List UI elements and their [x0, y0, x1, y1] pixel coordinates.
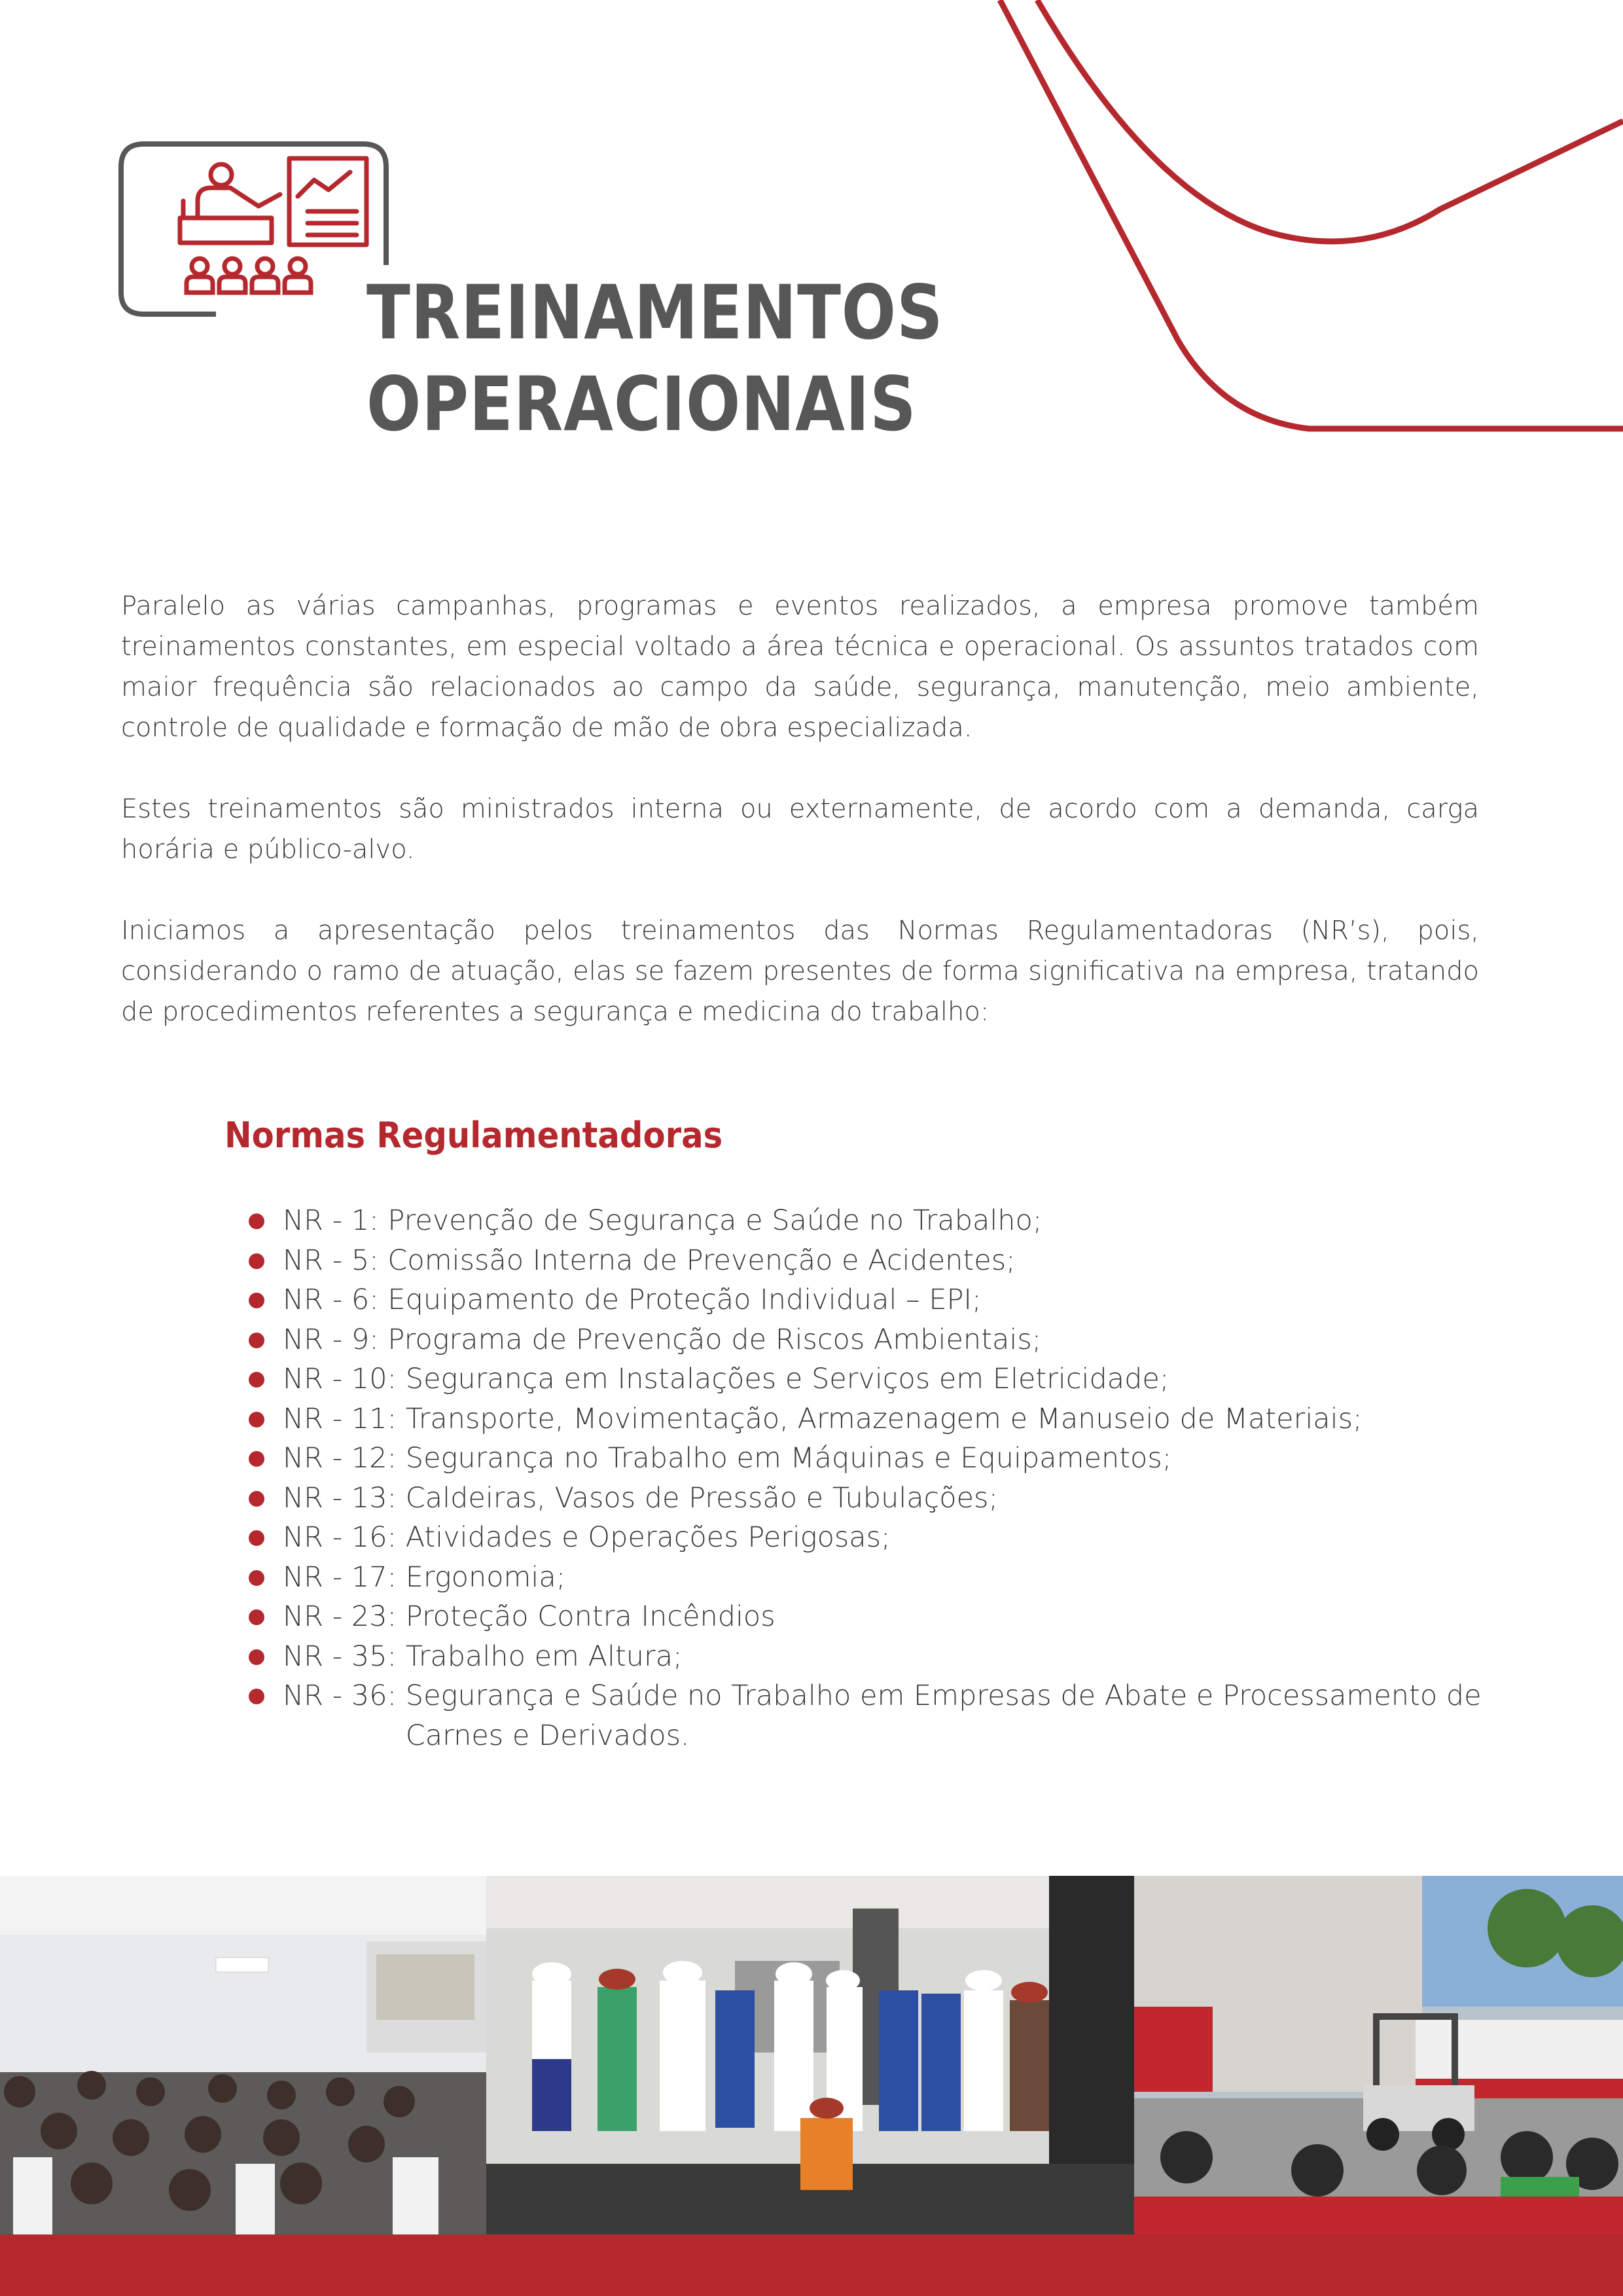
bullet-icon: [249, 1333, 264, 1348]
bullet-icon: [249, 1253, 264, 1269]
intro-text: [121, 586, 1479, 1073]
list-item: NR - 35: Trabalho em Altura;: [249, 1637, 1482, 1677]
bullet-icon: [249, 1649, 264, 1665]
list-item: NR - 10: Segurança em Instalações e Serviços em Eletricidade;: [249, 1359, 1482, 1399]
forklift-training-photo: [1134, 1876, 1623, 2234]
footer-bar: [0, 2234, 1623, 2296]
team-group-photo: [486, 1876, 1134, 2234]
bullet-icon: [249, 1609, 264, 1625]
list-item-text: Segurança e Saúde no Trabalho em Empresas de Abate e Processamento de Carnes e Derivados.: [405, 1679, 1482, 1752]
list-item: NR - 23: Proteção Contra Incêndios: [249, 1597, 1482, 1637]
norms-list: [249, 1201, 1482, 1755]
list-item: NR - 13: Caldeiras, Vasos de Pressão e Tubulações;: [249, 1479, 1482, 1518]
list-item: NR - 6: Equipamento de Proteção Individual – EPI;: [249, 1280, 1482, 1320]
bullet-icon: [249, 1293, 264, 1308]
bullet-icon: [249, 1451, 264, 1467]
list-item: NR - 1: Prevenção de Segurança e Saúde no Trabalho;: [249, 1201, 1482, 1241]
bullet-icon: [249, 1412, 264, 1427]
list-item: NR - 5: Comissão Interna de Prevenção e Acidentes;: [249, 1241, 1482, 1281]
norms-title: Normas Regulamentadoras: [224, 1115, 723, 1156]
list-item: NR - 11: Transporte, Movimentação, Armazenagem e Manuseio de Materiais;: [249, 1399, 1482, 1439]
classroom-training-photo: [0, 1876, 486, 2234]
page-title: [366, 267, 943, 450]
list-item: NR - 17: Ergonomia;: [249, 1558, 1482, 1598]
bullet-icon: [249, 1372, 264, 1388]
bullet-icon: [249, 1570, 264, 1586]
bullet-icon: [249, 1491, 264, 1507]
list-item: NR - 9: Programa de Prevenção de Riscos Ambientais;: [249, 1320, 1482, 1360]
list-item-prefix: NR - 36:: [283, 1679, 406, 1712]
title-line-1: TREINAMENTOS: [366, 269, 944, 356]
intro-paragraph-2: Estes treinamentos são ministrados interna ou externamente, de acordo com a demanda, carga horária e público-alvo.: [121, 794, 1479, 865]
bullet-icon: [249, 1530, 264, 1546]
bullet-icon: [249, 1689, 264, 1704]
intro-paragraph-1: Paralelo as várias campanhas, programas e eventos realizados, a empresa promove também treinamentos constantes, em especial voltado a área técnica e operacional. Os assuntos tratados com maior frequência são relacionados ao campo da saúde, segurança, manutenção, meio ambiente, controle de qualidade e formação de mão de obra especializada.: [121, 591, 1479, 743]
bullet-icon: [249, 1213, 264, 1229]
title-line-2: OPERACIONAIS: [366, 361, 917, 448]
list-item: [249, 1676, 1482, 1755]
list-item: NR - 12: Segurança no Trabalho em Máquinas e Equipamentos;: [249, 1439, 1482, 1479]
intro-paragraph-3: Iniciamos a apresentação pelos treinamentos das Normas Regulamentadoras (NR’s), pois, considerando o ramo de atuação, elas se fazem presentes de forma significativa na empresa, tratando de procedimentos referentes a segurança e medicina do trabalho:: [121, 916, 1479, 1027]
list-item: NR - 16: Atividades e Operações Perigosas;: [249, 1518, 1482, 1558]
